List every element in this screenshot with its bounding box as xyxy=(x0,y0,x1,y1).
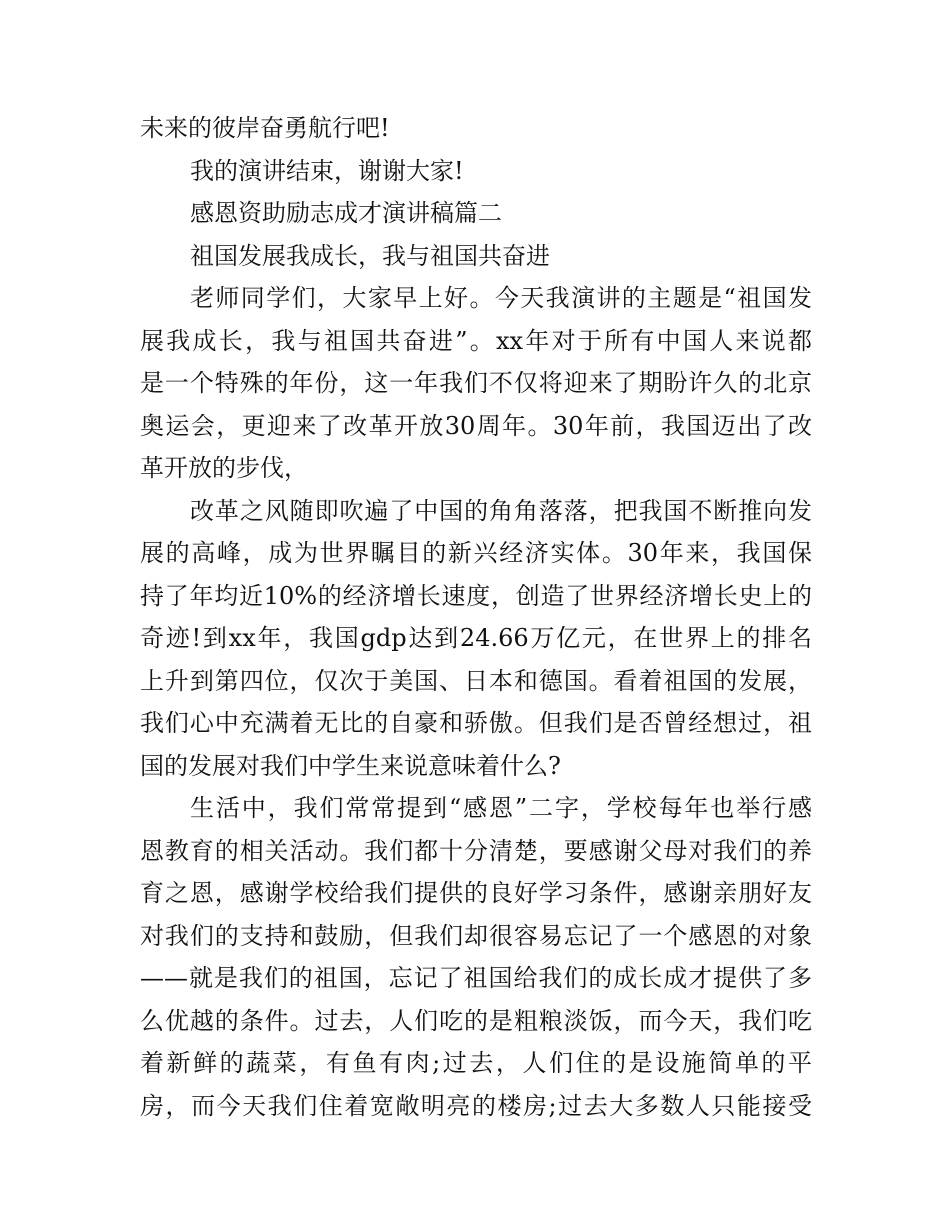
text-line: ——就是我们的祖国，忘记了祖国给我们的成长成才提供了多 xyxy=(140,964,812,992)
text-line: 奇迹!到xx年，我国gdp达到24.66万亿元，在世界上的排名 xyxy=(140,624,812,652)
text-line: 是一个特殊的年份，这一年我们不仅将迎来了期盼许久的北京 xyxy=(140,369,812,397)
text-line: 着新鲜的蔬菜，有鱼有肉;过去，人们住的是设施简单的平 xyxy=(140,1049,812,1077)
text-line: 我们心中充满着无比的自豪和骄傲。但我们是否曾经想过，祖 xyxy=(140,709,812,737)
text-line: 上升到第四位，仅次于美国、日本和德国。看着祖国的发展， xyxy=(140,666,812,695)
text-line: 老师同学们，大家早上好。今天我演讲的主题是“祖国发 xyxy=(190,284,812,312)
text-line: 么优越的条件。过去，人们吃的是粗粮淡饭，而今天，我们吃 xyxy=(140,1006,812,1035)
text-line: 国的发展对我们中学生来说意味着什么? xyxy=(140,751,561,780)
text-line: 生活中，我们常常提到“感恩”二字，学校每年也举行感 xyxy=(190,794,812,822)
text-line: 我的演讲结束，谢谢大家! xyxy=(190,156,464,185)
text-line: 持了年均近10%的经济增长速度，创造了世界经济增长史上的 xyxy=(140,581,812,610)
text-line: 恩教育的相关活动。我们都十分清楚，要感谢父母对我们的养 xyxy=(140,836,812,865)
text-line: 对我们的支持和鼓励，但我们却很容易忘记了一个感恩的对象 xyxy=(140,921,812,950)
text-line: 育之恩，感谢学校给我们提供的良好学习条件，感谢亲朋好友 xyxy=(140,879,812,907)
document-page xyxy=(140,107,812,1127)
text-line: 改革之风随即吹遍了中国的角角落落，把我国不断推向发 xyxy=(190,496,812,525)
text-line: 革开放的步伐， xyxy=(140,454,308,482)
text-line: 展的高峰，成为世界瞩目的新兴经济实体。30年来，我国保 xyxy=(140,539,812,567)
text-line: 房，而今天我们住着宽敞明亮的楼房;过去大多数人只能接受 xyxy=(140,1091,812,1120)
text-line: 祖国发展我成长，我与祖国共奋进 xyxy=(190,241,550,270)
text-line: 奥运会，更迎来了改革开放30周年。30年前，我国迈出了改 xyxy=(140,411,812,440)
text-line: 展我成长，我与祖国共奋进”。xx年对于所有中国人来说都 xyxy=(140,326,812,355)
text-line: 未来的彼岸奋勇航行吧! xyxy=(140,114,390,142)
text-line: 感恩资助励志成才演讲稿篇二 xyxy=(190,199,502,227)
